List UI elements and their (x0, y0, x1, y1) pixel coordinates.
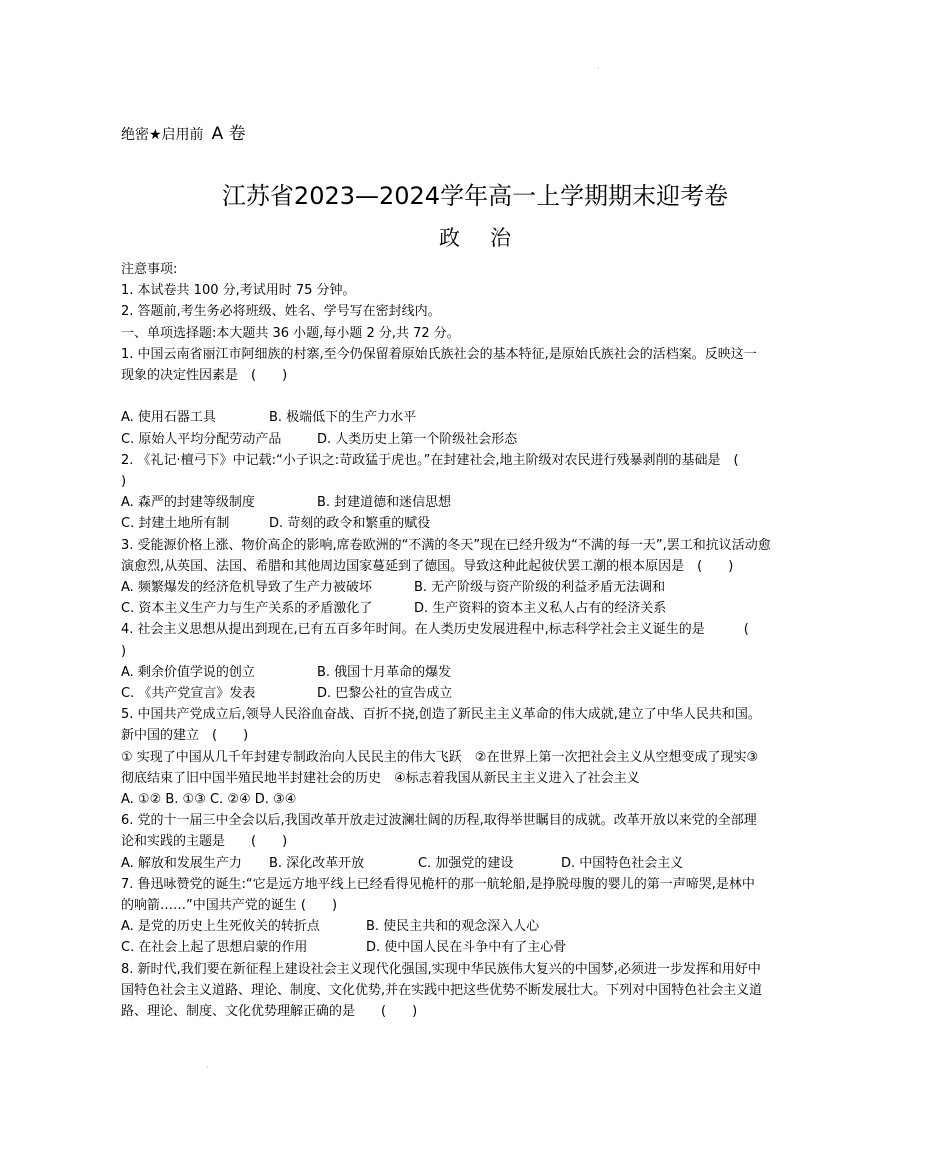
option-row (121, 853, 826, 874)
question-stem: 8. 新时代,我们要在新征程上建设社会主义现代化强国,实现中华民族伟大复兴的中国梦,必须进一步发挥和用好中 (121, 961, 761, 977)
question-4 (121, 619, 826, 704)
option-b: B. 封建道德和迷信思想 (317, 495, 452, 511)
option-a: A. 使用石器工具 (121, 410, 216, 426)
notes-heading: 注意事项: (121, 262, 178, 277)
option-row (121, 577, 826, 598)
option-b: B. 俄国十月革命的爆发 (317, 664, 452, 680)
option-c: C. 原始人平均分配劳动产品 (121, 431, 282, 447)
option-c: C. 在社会上起了思想启蒙的作用 (121, 940, 308, 956)
option-d: D. 巴黎公社的宣告成立 (317, 686, 453, 702)
option-row (121, 916, 826, 937)
question-stem: 国特色社会主义道路、理论、制度、文化优势,并在实践中把这些优势不断发展壮大。下列对中国特色社会主义道 (121, 982, 763, 998)
question-stem: 4. 社会主义思想从提出到现在,已有五百多年时间。在人类历史发展进程中,标志科学社会主义诞生的是 ( (121, 622, 749, 638)
question-8 (121, 959, 826, 1023)
option-b: B. 深化改革开放 (269, 855, 365, 871)
option-a: A. 是党的历史上生死攸关的转折点 (121, 919, 320, 935)
question-stem: 现象的决定性因素是 ( ) (121, 368, 288, 384)
question-2 (121, 450, 826, 535)
option-combined: A. ①② B. ①③ C. ②④ D. ③④ (121, 792, 297, 808)
option-row (121, 662, 826, 683)
option-row (121, 429, 826, 450)
option-row (121, 683, 826, 704)
option-row (121, 598, 826, 619)
option-d: D. 使中国人民在斗争中有了主心骨 (366, 940, 567, 956)
note-item: 1. 本试卷共 100 分,考试用时 75 分钟。 (121, 283, 356, 299)
blank-line (121, 386, 826, 407)
question-6 (121, 810, 826, 874)
question-stem: 新中国的建立 ( ) (121, 728, 249, 744)
option-a: A. 剩余价值学说的创立 (121, 664, 255, 680)
question-stem: 2. 《礼记·檀弓下》中记载:“小子识之:苛政猛于虎也。”在封建社会,地主阶级对农民进行残暴剥削的基础是 ( (121, 452, 739, 468)
question-7 (121, 874, 826, 959)
question-5 (121, 704, 826, 810)
option-d: D. 中国特色社会主义 (561, 855, 684, 871)
note-item: 2. 答题前,考生务必将班级、姓名、学号写在密封线内。 (121, 304, 441, 320)
option-row (121, 937, 826, 958)
question-stem: 5. 中国共产党成立后,领导人民浴血奋战、百折不挠,创造了新民主主义革命的伟大成就,建立了中华人民共和国。 (121, 707, 761, 723)
paper-version: A 卷 (211, 124, 246, 144)
question-1 (121, 344, 826, 450)
option-c: C. 资本主义生产力与生产关系的矛盾激化了 (121, 601, 373, 617)
question-stem: ) (121, 474, 127, 490)
option-a: A. 频繁爆发的经济危机导致了生产力被破坏 (121, 580, 372, 596)
section-heading: 一、单项选择题:本大题共 36 小题,每小题 2 分,共 72 分。 (121, 325, 460, 341)
question-stem: 1. 中国云南省丽江市阿细族的村寨,至今仍保留着原始氏族社会的基本特征,是原始氏族社会的活档案。反映这一 (121, 346, 757, 362)
exam-content (121, 259, 826, 1022)
option-row (121, 513, 826, 534)
statement-line: ① 实现了中国从几千年封建专制政治向人民民主的伟大飞跃 ②在世界上第一次把社会主义从空想变成了现实③ (121, 749, 759, 765)
statement-line: 彻底结束了旧中国半殖民地半封建社会的历史 ④标志着我国从新民主主义进入了社会主义 (121, 770, 640, 786)
option-c: C. 《共产党宣言》发表 (121, 686, 256, 702)
question-3 (121, 535, 826, 620)
question-stem: 7. 鲁迅咏赞党的诞生:“它是远方地平线上已经看得见桅杆的那一航轮船,是挣脱母腹的婴儿的第一声啼哭,是林中 (121, 876, 755, 892)
confidential-mark (121, 119, 246, 144)
question-stem: 6. 党的十一届三中全会以后,我国改革开放走过波澜壮阔的历程,取得举世瞩目的成就。改革开放以来党的全部理 (121, 813, 757, 829)
option-b: B. 使民主共和的观念深入人心 (366, 919, 540, 935)
option-b: B. 极端低下的生产力水平 (269, 410, 417, 426)
option-row (121, 492, 826, 513)
question-stem: ) (121, 643, 127, 659)
scan-speck: · (597, 64, 600, 73)
option-a: A. 森严的封建等级制度 (121, 495, 255, 511)
question-stem: 路、理论、制度、文化优势理解正确的是 ( ) (121, 1004, 418, 1020)
question-stem: 演愈烈,从英国、法国、希腊和其他周边国家蔓延到了德国。导致这种此起彼伏罢工潮的根本原因是 ( ) (121, 558, 734, 574)
option-d: D. 生产资料的资本主义私人占有的经济关系 (414, 601, 667, 617)
option-c: C. 封建土地所有制 (121, 516, 230, 532)
option-d: D. 人类历史上第一个阶级社会形态 (317, 431, 518, 447)
subject-title: 政治 (439, 226, 541, 250)
question-stem: 论和实践的主题是 ( ) (121, 834, 288, 850)
option-a: A. 解放和发展生产力 (121, 855, 242, 871)
scan-speck: · (206, 1063, 209, 1072)
question-stem: 的响箭……”中国共产党的诞生 ( ) (121, 898, 338, 914)
option-b: B. 无产阶级与资产阶级的利益矛盾无法调和 (414, 580, 666, 596)
question-stem: 3. 受能源价格上涨、物价高企的影响,席卷欧洲的“不满的冬天”现在已经升级为“不满的每一天”,罢工和抗议活动愈 (121, 537, 771, 553)
secret-label: 绝密★启用前 (121, 127, 204, 143)
exam-title: 江苏省2023—2024学年高一上学期期末迎考卷 (221, 182, 729, 210)
option-c: C. 加强党的建设 (418, 855, 514, 871)
option-d: D. 苛刻的政令和繁重的赋役 (269, 516, 431, 532)
option-row (121, 407, 826, 428)
